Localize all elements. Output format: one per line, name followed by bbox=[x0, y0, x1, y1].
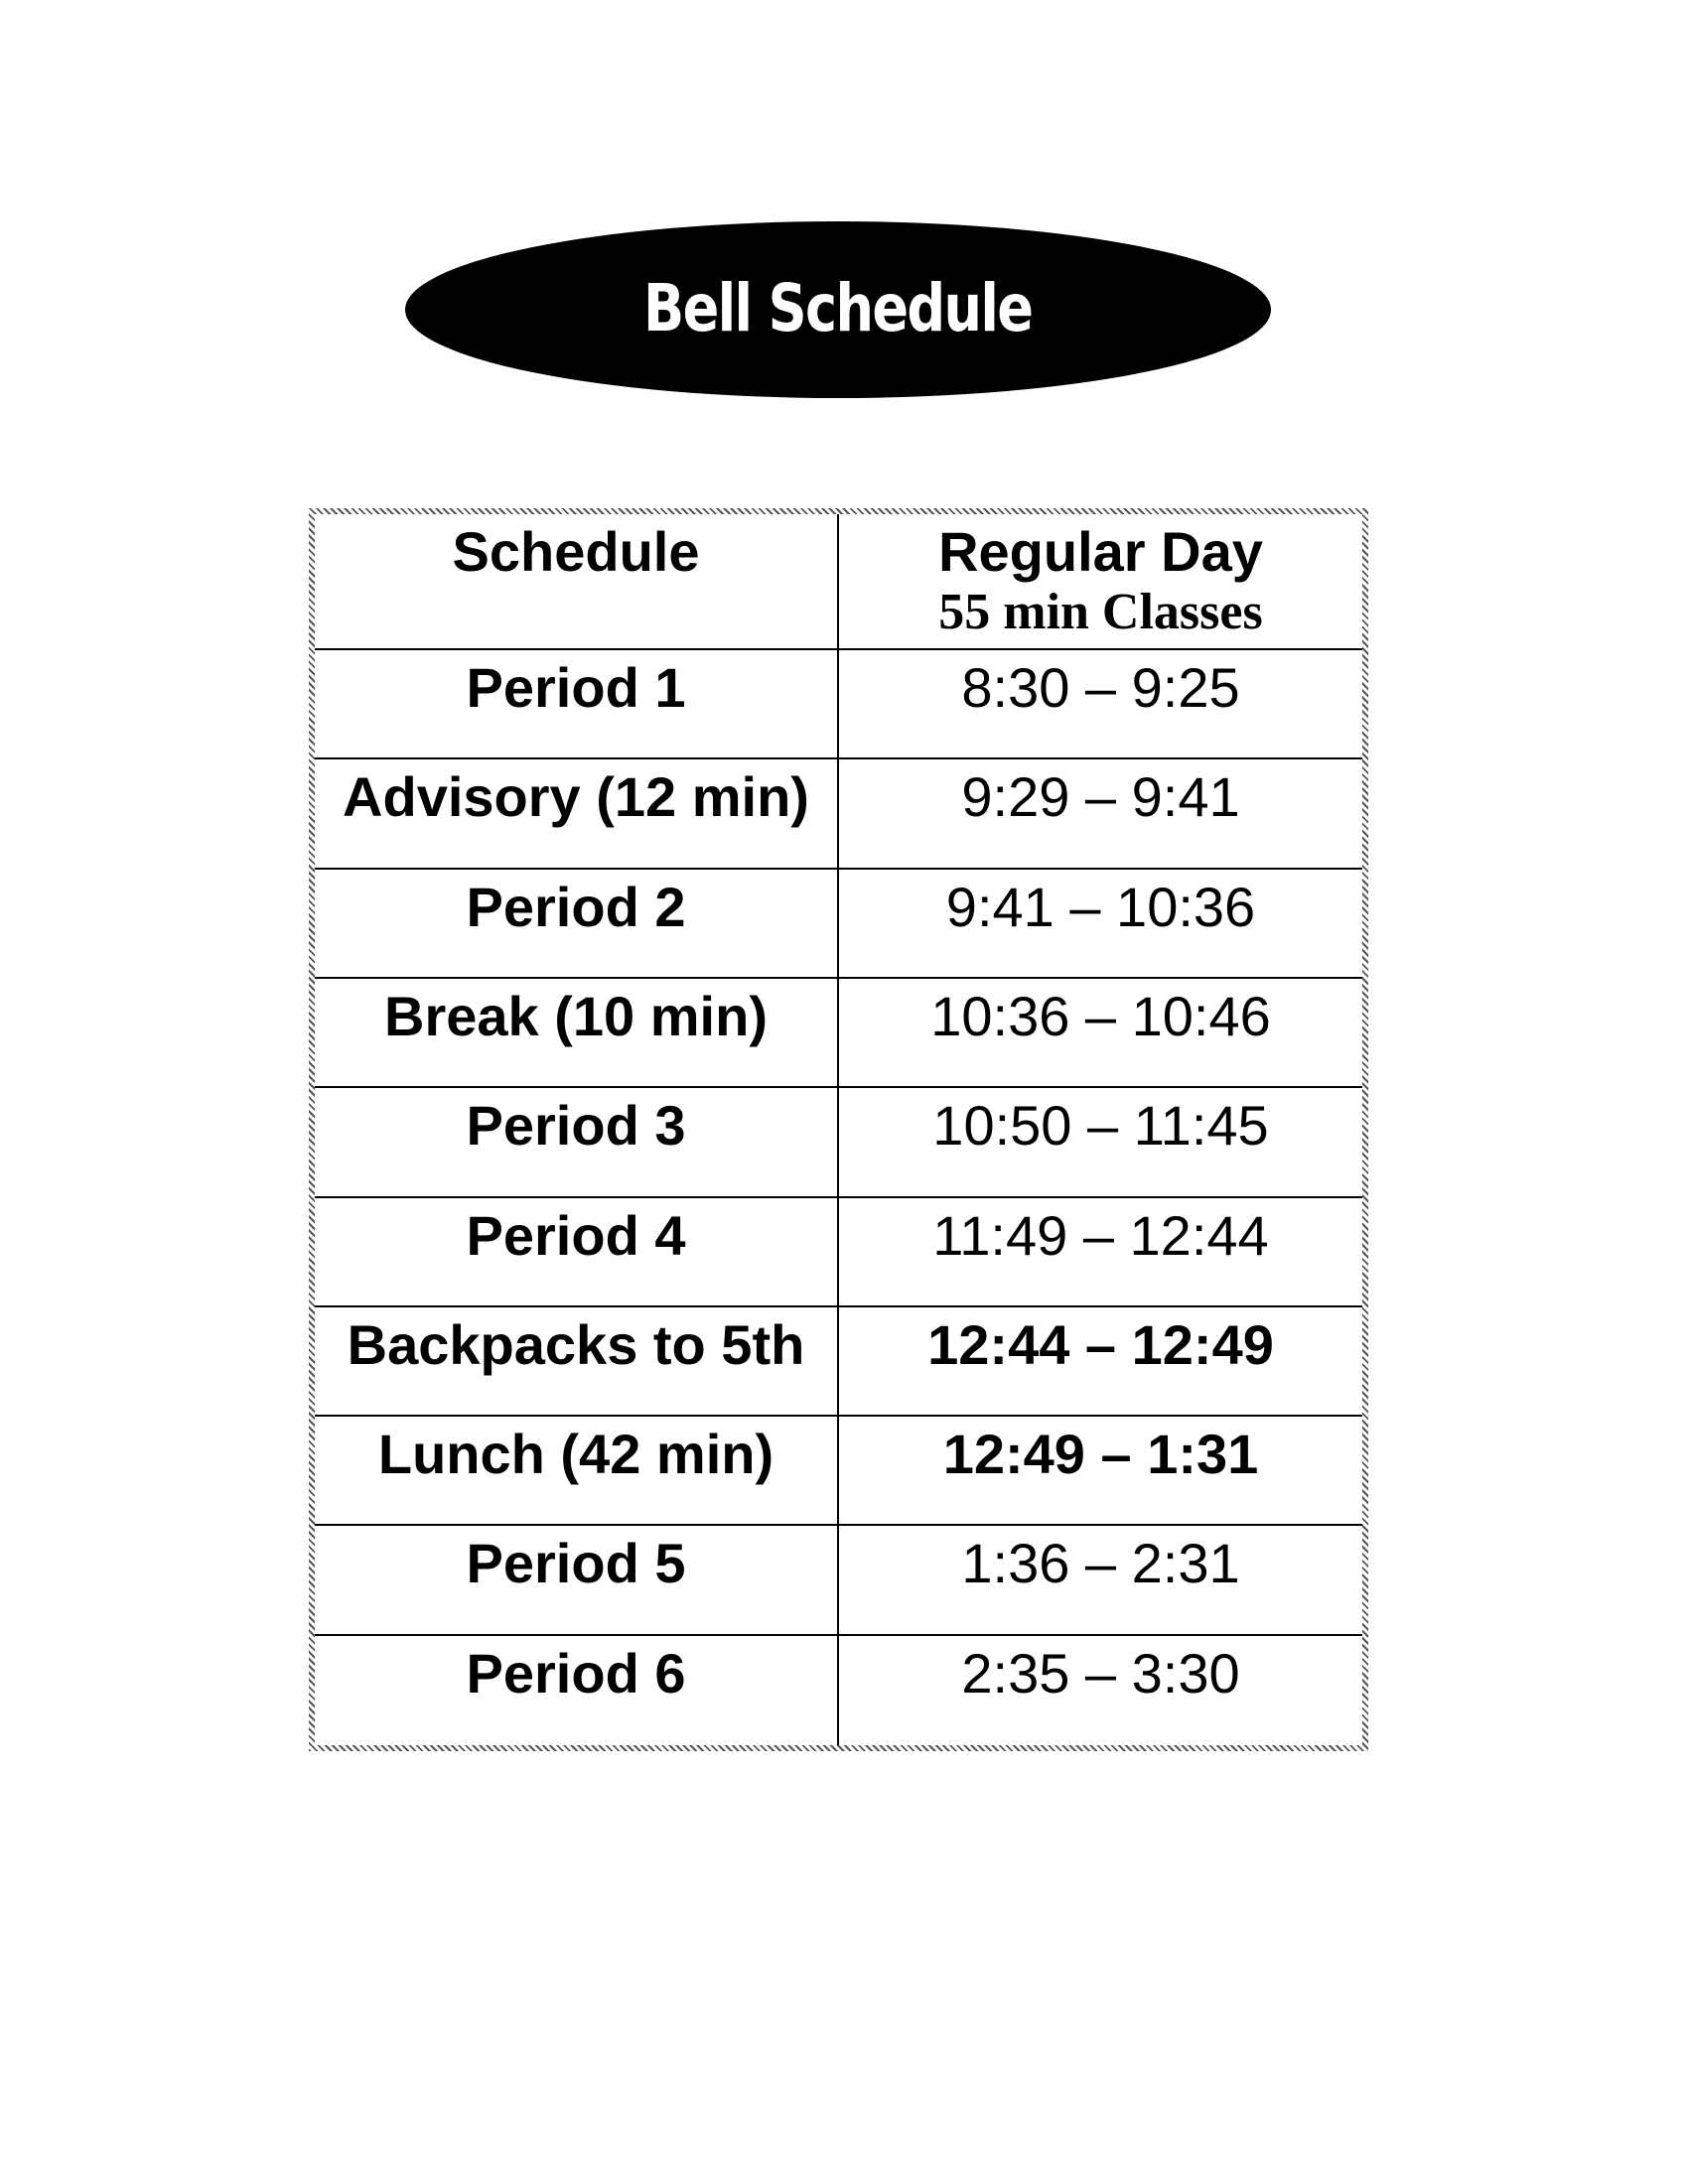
page-title: Bell Schedule bbox=[643, 269, 1033, 346]
schedule-table-frame bbox=[309, 508, 1368, 1751]
header-regular-day-cell bbox=[839, 514, 1362, 650]
row-time: 10:50 – 11:45 bbox=[839, 1088, 1362, 1197]
row-label: Period 2 bbox=[315, 870, 839, 979]
row-label: Advisory (12 min) bbox=[315, 759, 839, 869]
row-label: Period 1 bbox=[315, 650, 839, 759]
row-time: 9:29 – 9:41 bbox=[839, 759, 1362, 869]
schedule-table bbox=[315, 514, 1362, 1745]
row-label: Period 6 bbox=[315, 1636, 839, 1745]
row-time: 2:35 – 3:30 bbox=[961, 1641, 1240, 1705]
row-time: 1:36 – 2:31 bbox=[839, 1526, 1362, 1635]
row-label: Lunch (42 min) bbox=[315, 1417, 839, 1526]
row-label: Period 4 bbox=[315, 1198, 839, 1307]
header-class-length-label: 55 min Classes bbox=[938, 584, 1263, 641]
row-time: 8:30 – 9:25 bbox=[839, 650, 1362, 759]
row-label: Break (10 min) bbox=[315, 979, 839, 1088]
row-label: Backpacks to 5th bbox=[315, 1307, 839, 1417]
row-label: Period 5 bbox=[315, 1526, 839, 1635]
row-time: 10:36 – 10:46 bbox=[839, 979, 1362, 1088]
header-schedule-cell bbox=[315, 514, 839, 650]
title-banner bbox=[405, 221, 1271, 398]
row-label: Period 3 bbox=[315, 1088, 839, 1197]
row-time: 11:49 – 12:44 bbox=[839, 1198, 1362, 1307]
header-regular-day-label: Regular Day bbox=[938, 520, 1263, 583]
row-time: 9:41 – 10:36 bbox=[839, 870, 1362, 979]
row-time: 12:44 – 12:49 bbox=[839, 1307, 1362, 1417]
header-schedule-label: Schedule bbox=[452, 520, 700, 583]
row-time: 12:49 – 1:31 bbox=[839, 1417, 1362, 1526]
